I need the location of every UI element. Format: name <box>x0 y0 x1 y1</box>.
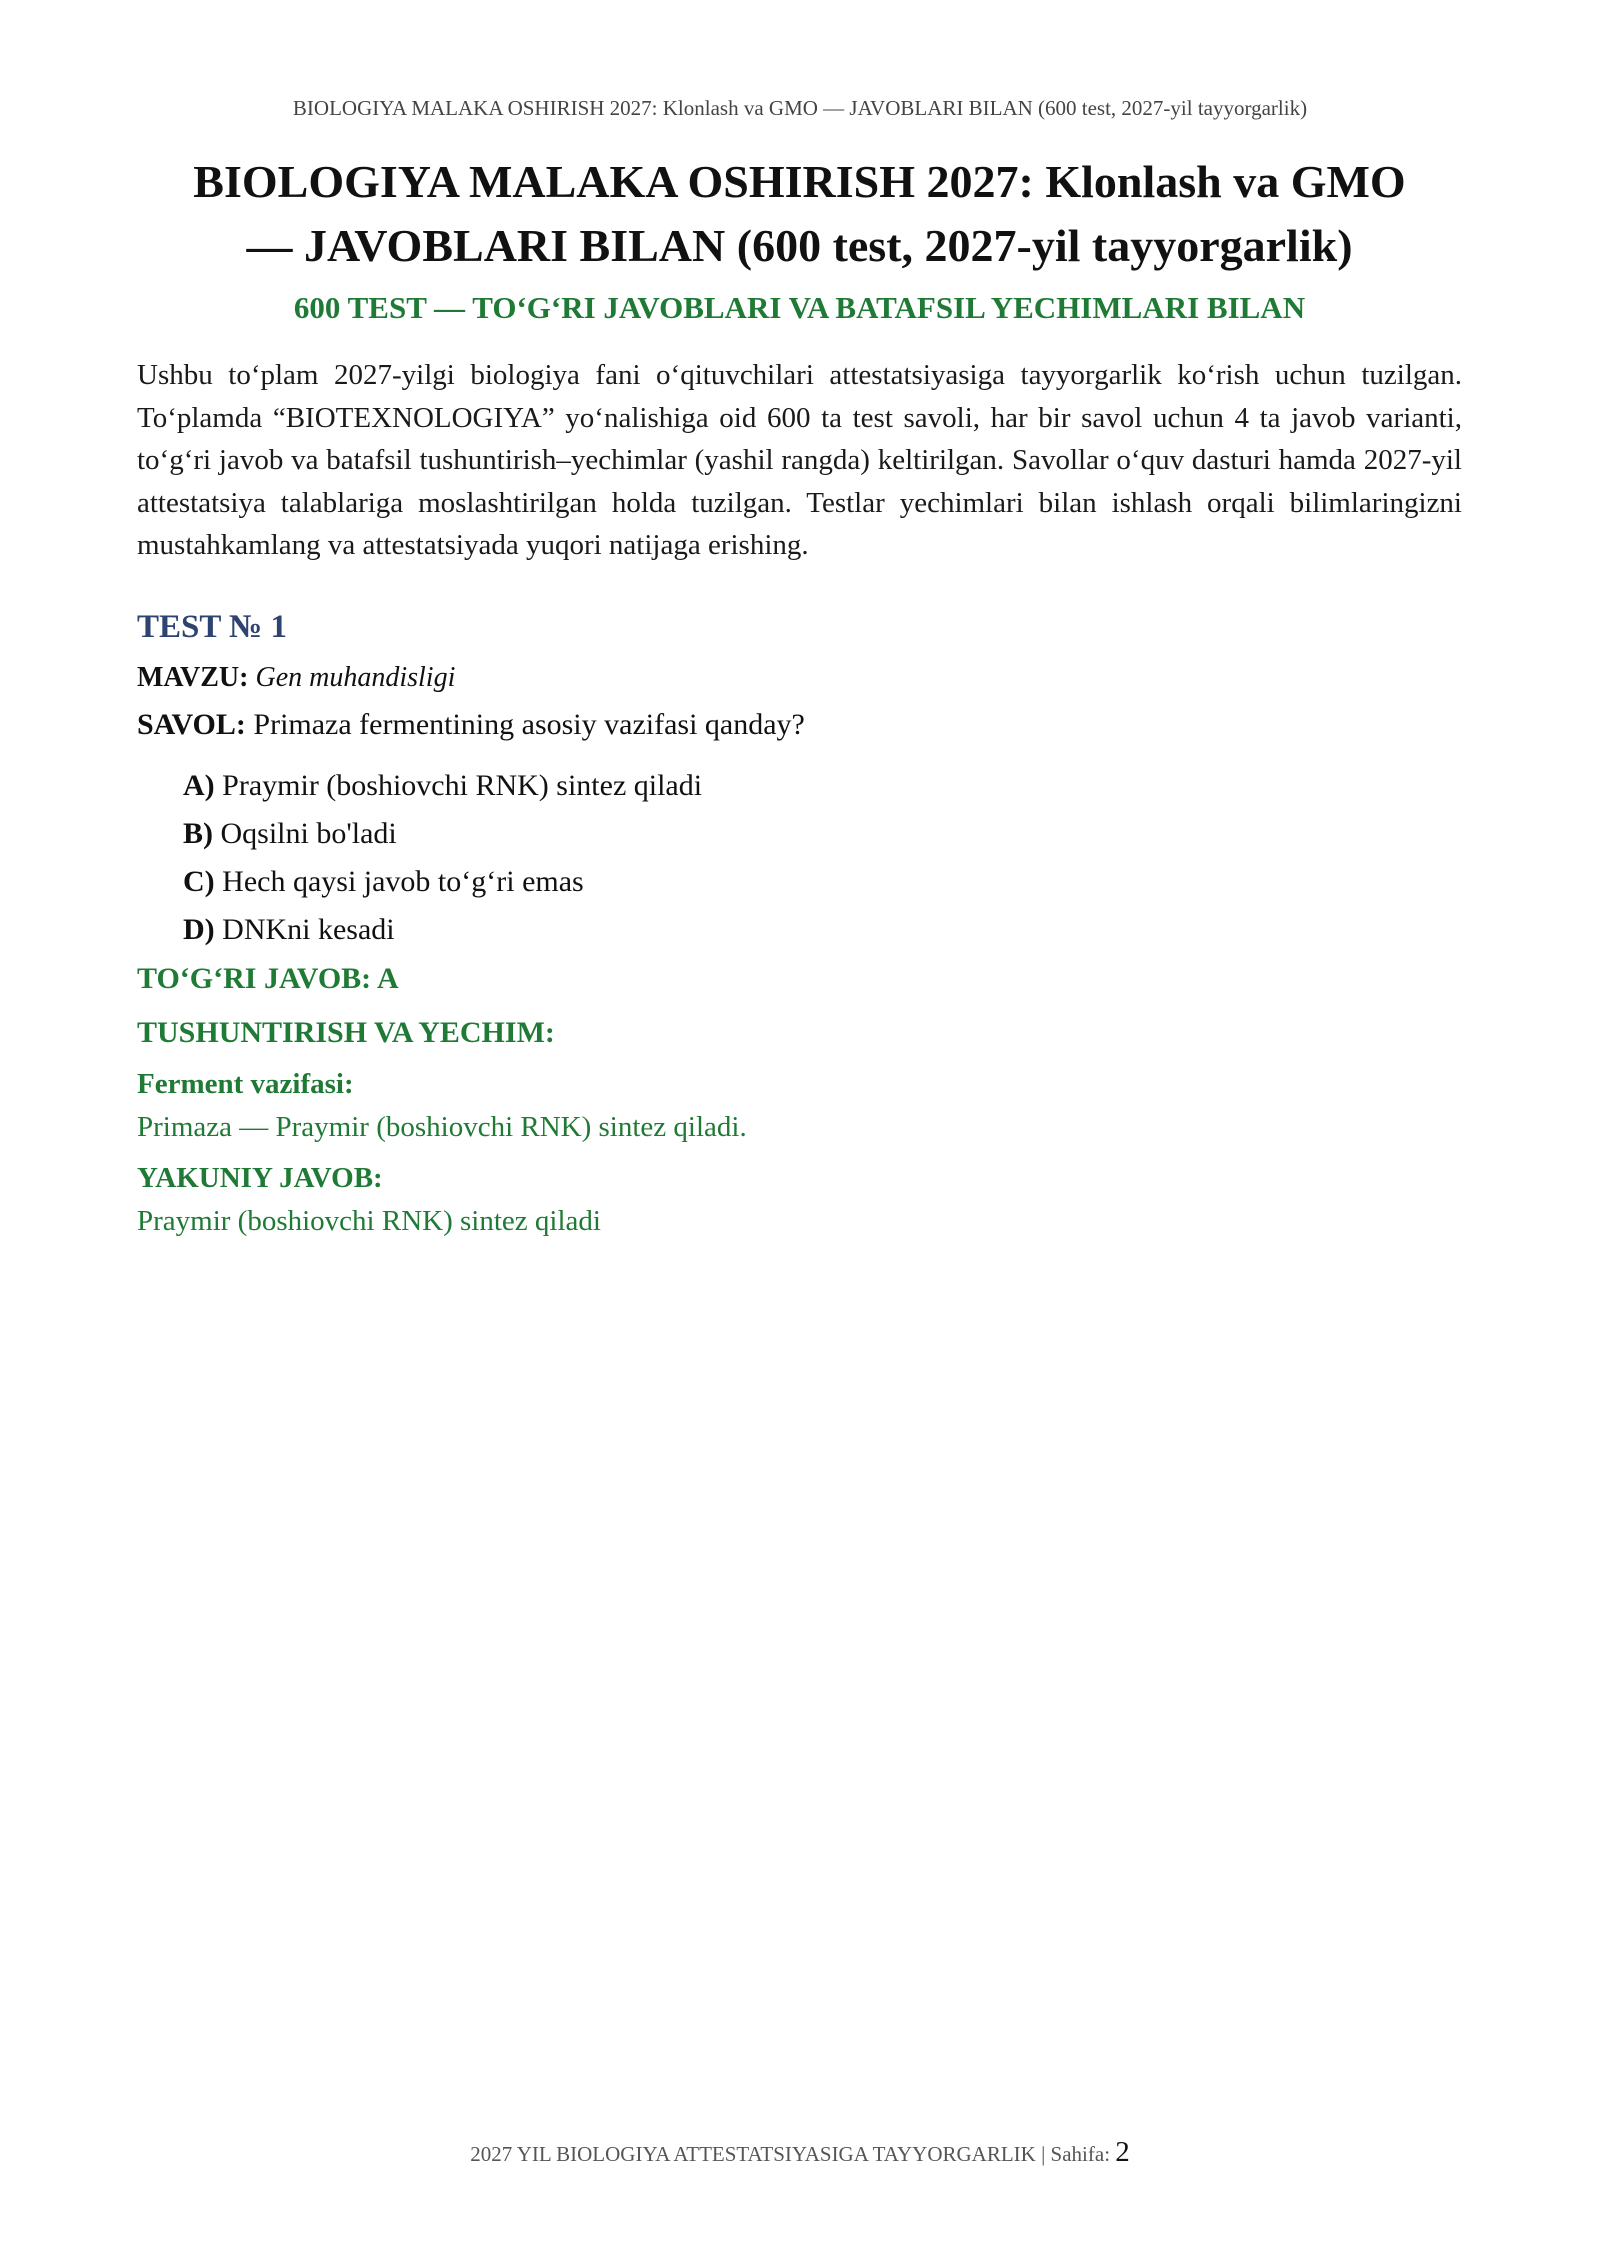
question-label: SAVOL: <box>137 707 246 741</box>
running-header: BIOLOGIYA MALAKA OSHIRISH 2027: Klonlash va GMO — JAVOBLARI BILAN (600 test, 2027-yil tayyorgarlik) <box>292 96 1308 120</box>
option-c <box>183 858 1462 906</box>
question-text: Primaza fermentining asosiy vazifasi qanday? <box>253 707 805 741</box>
final-answer-heading: YAKUNIY JAVOB: <box>137 1161 383 1194</box>
page-number: 2 <box>1115 2136 1130 2168</box>
option-b <box>183 810 1462 858</box>
option-key: B) <box>183 816 213 850</box>
correct-answer: TO‘G‘RI JAVOB: A <box>137 961 399 995</box>
topic-line <box>137 662 1462 694</box>
page-content <box>137 150 1462 1238</box>
document-title <box>137 150 1462 278</box>
page-footer <box>0 2136 1600 2169</box>
explanation-text: Primaza — Praymir (boshiovchi RNK) sintez qiladi. <box>137 1110 747 1143</box>
intro-paragraph: Ushbu to‘plam 2027-yilgi biologiya fani o‘qituvchilari attestatsiyasiga tayyorgarlik ko‘rish uchun tuzilgan. To‘plamda “BIOTEXNOLOGIYA” yo‘nalishiga oid 600 ta test savoli, har bir savol uchun 4 ta javob varianti, to‘g‘ri javob va batafsil tushuntirish–yechimlar (yashil rangda) keltirilgan. Savollar o‘quv dasturi hamda 2027-yil attestatsiya talablariga moslashtirilgan holda tuzilgan. Testlar yechimlari bilan ishlash orqali bilimlaringizni mustahkamlang va attestatsiyada yuqori natijaga erishing. <box>137 359 1462 561</box>
question-line <box>137 708 1462 742</box>
footer-text: 2027 YIL BIOLOGIYA ATTESTATSIYASIGA TAYYORGARLIK <box>470 2142 1036 2166</box>
footer-separator: | <box>1041 2142 1046 2166</box>
option-a <box>183 762 1462 810</box>
document-title-line-1: BIOLOGIYA MALAKA OSHIRISH 2027: Klonlash va GMO <box>193 156 1406 207</box>
explanation-heading: TUSHUNTIRISH VA YECHIM: <box>137 1015 555 1049</box>
topic-value: Gen muhandisligi <box>255 661 456 693</box>
explanation-subheading: Ferment vazifasi: <box>137 1067 354 1100</box>
option-key: C) <box>183 864 215 898</box>
option-text: Hech qaysi javob to‘g‘ri emas <box>222 864 584 898</box>
option-text: DNKni kesadi <box>222 912 395 946</box>
answer-options <box>137 762 1462 954</box>
option-key: A) <box>183 768 215 802</box>
option-d <box>183 906 1462 954</box>
topic-label: MAVZU: <box>137 661 249 693</box>
option-text: Praymir (boshiovchi RNK) sintez qiladi <box>222 768 703 802</box>
document-subtitle: 600 TEST — TO‘G‘RI JAVOBLARI VA BATAFSIL YECHIMLARI BILAN <box>293 290 1306 325</box>
option-key: D) <box>183 912 215 946</box>
page-label: Sahifa: <box>1050 2142 1111 2166</box>
test-heading: TEST № 1 <box>137 608 287 645</box>
document-title-line-2: — JAVOBLARI BILAN (600 test, 2027-yil tayyorgarlik) <box>246 220 1353 271</box>
final-answer-text: Praymir (boshiovchi RNK) sintez qiladi <box>137 1204 601 1237</box>
option-text: Oqsilni bo'ladi <box>220 816 397 850</box>
